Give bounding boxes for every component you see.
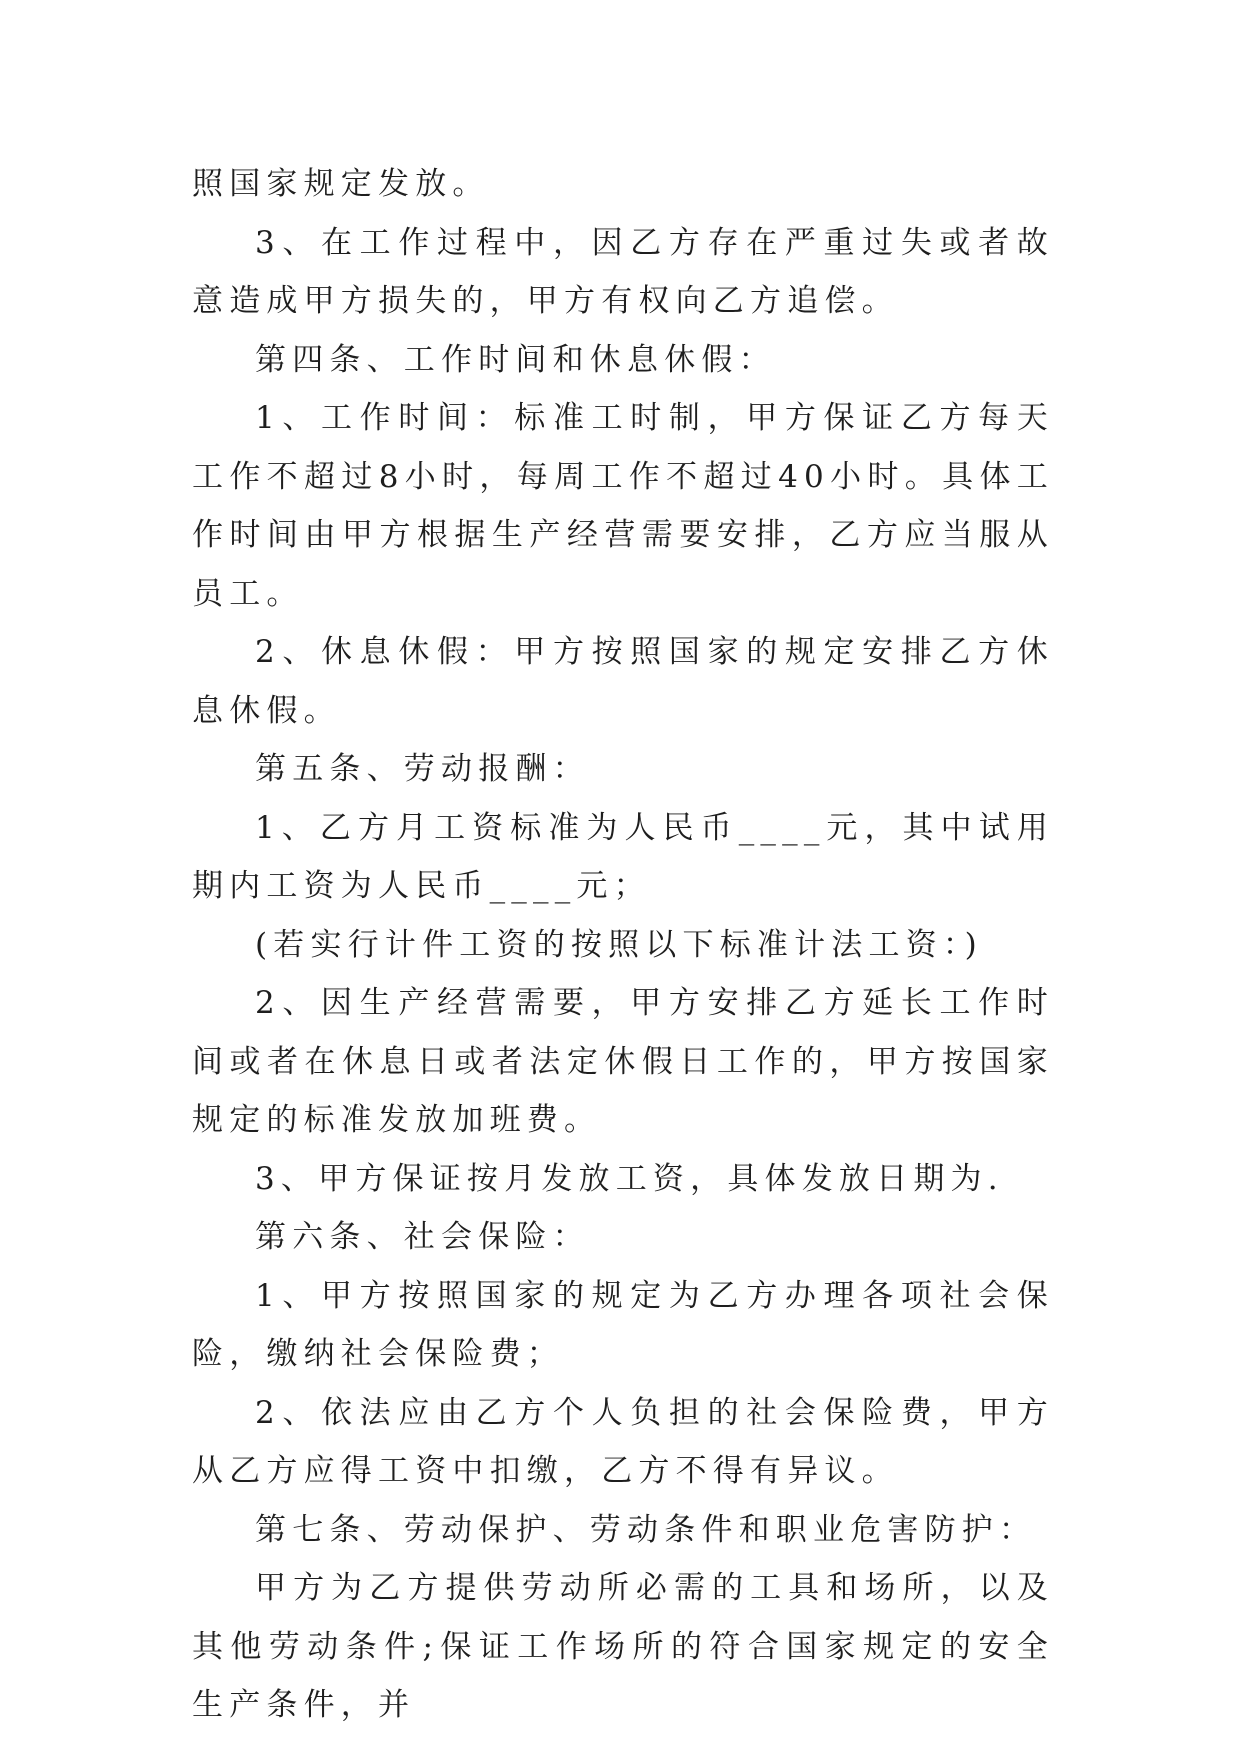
section-heading: 第七条、劳动保护、劳动条件和职业危害防护： xyxy=(255,1511,1037,1548)
paragraph: 2、休息休假：甲方按照国家的规定安排乙方休息休假。 xyxy=(192,634,1054,729)
paragraph: 3、在工作过程中，因乙方存在严重过失或者故意造成甲方损失的，甲方有权向乙方追偿。 xyxy=(192,224,1054,319)
section-heading: 第五条、劳动报酬： xyxy=(255,751,590,787)
section-heading: 第六条、社会保险： xyxy=(255,1219,590,1255)
paragraph: 1、甲方按照国家的规定为乙方办理各项社会保险，缴纳社会保险费； xyxy=(192,1277,1054,1372)
document-body xyxy=(192,155,1054,1735)
paragraph: 2、依法应由乙方个人负担的社会保险费，甲方从乙方应得工资中扣缴，乙方不得有异议。 xyxy=(192,1394,1054,1489)
paragraph: 2、因生产经营需要，甲方安排乙方延长工作时间或者在休息日或者法定休假日工作的，甲方按国家规定的标准发放加班费。 xyxy=(192,985,1054,1138)
paragraph: 1、乙方月工资标准为人民币____元，其中试用期内工资为人民币____元； xyxy=(192,809,1054,904)
paragraph: 3、甲方保证按月发放工资，具体发放日期为. xyxy=(255,1160,1004,1197)
paragraph: 照国家规定发放。 xyxy=(192,166,490,202)
paragraph: (若实行计件工资的按照以下标准计法工资：) xyxy=(255,926,983,963)
paragraph: 甲方为乙方提供劳动所必需的工具和场所，以及其他劳动条件;保证工作场所的符合国家规定的安全生产条件，并 xyxy=(192,1570,1054,1723)
section-heading: 第四条、工作时间和休息休假： xyxy=(255,341,776,378)
paragraph: 1、工作时间：标准工时制，甲方保证乙方每天工作不超过8小时，每周工作不超过40小时。具体工作时间由甲方根据生产经营需要安排，乙方应当服从员工。 xyxy=(192,400,1054,612)
